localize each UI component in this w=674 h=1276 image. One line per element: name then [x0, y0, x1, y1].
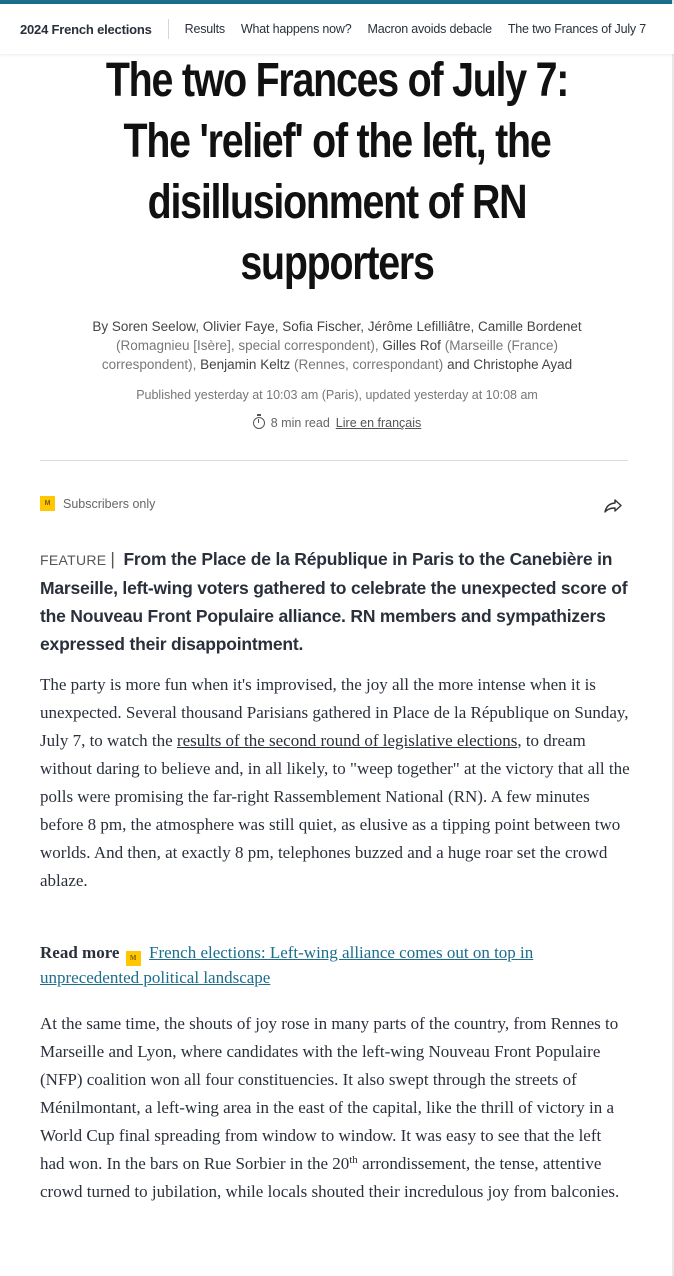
subscribers-only [40, 496, 155, 511]
publish-date: Published yesterday at 10:03 am (Paris), updated yesterday at 10:08 am [136, 388, 538, 402]
topic-nav [0, 4, 674, 54]
superscript: th [349, 1154, 358, 1166]
article-paragraph-1 [40, 671, 630, 895]
kicker-separator: | [110, 549, 115, 569]
nav-link-macron[interactable]: Macron avoids debacle [367, 22, 492, 36]
standfirst-text: From the Place de la République in Paris to the Canebière in Marseille, left-wing voters gathered to celebrate the unexpected score of the Nouveau Front Populaire alliance. RN members and sympathizers expressed their disappointment. [40, 549, 628, 654]
subscriber-badge-icon: M [40, 496, 55, 511]
byline-role: (Rennes, correspondant) [293, 357, 444, 372]
nav-link-what-happens[interactable]: What happens now? [240, 22, 352, 36]
read-more [40, 941, 630, 990]
paragraph-text: , to dream without daring to believe and, in all likely, to "weep together" at the victory that all the polls were promising the far-right Rassemblement National (RN). A few minutes before 8 pm, the atmosphere was still quiet, as elusive as a tipping point between two worlds. And then, at exactly 8 pm, telephones buzzed and a huge roar set the crowd ablaze. [40, 731, 630, 890]
byline-role: (Romagnieu [Isère], special correspondent), [116, 338, 379, 353]
paragraph-text: At the same time, the shouts of joy rose in many parts of the country, from Rennes to Marseille and Lyon, where candidates with the left-wing Nouveau Front Populaire (NFP) coalition won all four constituencies. It also swept through the streets of Ménilmontant, a left-wing area in the east of the capital, like the thrill of victory in a World Cup final spreading from window to window. It was easy to see that the left had won. In the bars on Rue Sorbier in the 20 [40, 1014, 619, 1173]
paragraph-text: arrondissement, the tense, attentive crowd turned to jubilation, while locals shouted their incredulous joy from balconies. [40, 1154, 620, 1201]
byline-author: Gilles Rof [382, 338, 441, 353]
read-time-label: 8 min read [270, 416, 330, 430]
standfirst [40, 545, 630, 658]
results-link[interactable]: results of the second round of legislative elections [176, 731, 518, 750]
subscriber-badge-icon: M [126, 951, 141, 966]
read-more-link[interactable]: French elections: Left-wing alliance comes out on top in unprecedented political landscape [40, 943, 534, 987]
byline-role: (Marseille (France) correspondent), [101, 338, 558, 372]
nav-link-two-frances[interactable]: The two Frances of July 7 [507, 22, 646, 36]
kicker: FEATURE [40, 552, 107, 568]
share-icon[interactable] [604, 498, 622, 514]
byline-author: and Christophe Ayad [447, 357, 573, 372]
nav-brand[interactable]: 2024 French elections [20, 21, 152, 37]
timer-icon [253, 417, 265, 429]
nav-separator [168, 19, 169, 39]
byline [70, 317, 604, 374]
divider [40, 460, 628, 461]
byline-author: Benjamin Keltz [200, 357, 291, 372]
paragraph-text: The party is more fun when it's improvised, the joy all the more intense when it is unexpected. Several thousand Parisians gathered in Place de la République on Sunday, July 7, to watch the [40, 675, 629, 750]
french-version-link[interactable]: Lire en français [335, 416, 422, 430]
read-more-label: Read more [40, 943, 120, 962]
byline-authors: By Soren Seelow, Olivier Faye, Sofia Fischer, Jérôme Lefilliâtre, Camille Bordenet [92, 319, 582, 334]
nav-link-results[interactable]: Results [184, 22, 225, 36]
subscribers-label: Subscribers only [63, 496, 156, 511]
read-time [40, 416, 634, 430]
article-title: The two Frances of July 7: The 'relief' of the left, the disillusionment of RN supporters [105, 54, 569, 290]
article-paragraph-2 [40, 1010, 630, 1206]
